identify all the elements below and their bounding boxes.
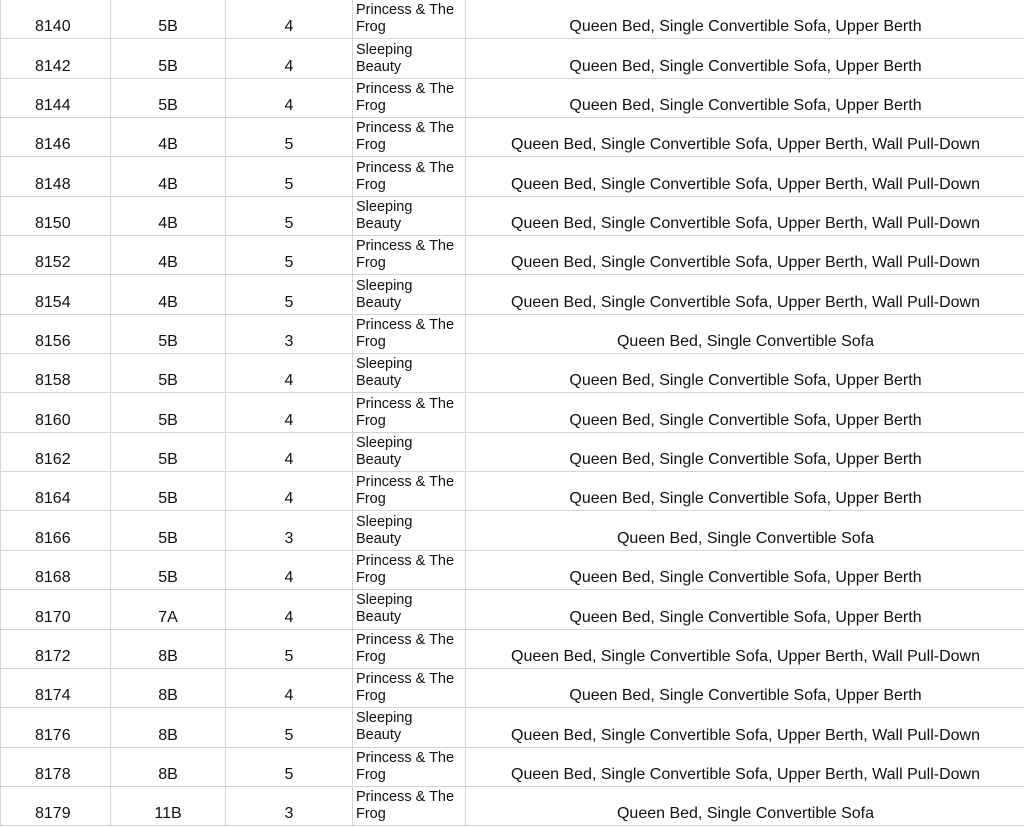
bed-configuration-cell-text: Queen Bed, Single Convertible Sofa, Upper Berth [569,97,922,115]
bed-configuration-cell-text: Queen Bed, Single Convertible Sofa, Upper Berth [569,608,922,626]
room-number-cell[interactable] [1,236,111,275]
category-cell-text: 11B [154,805,182,823]
occupancy-cell[interactable] [226,629,353,668]
bed-configuration-cell-text: Queen Bed, Single Convertible Sofa, Upper Berth, Wall Pull-Down [511,254,980,272]
room-number-cell-text: 8178 [35,765,71,783]
theme-cell[interactable] [353,39,466,78]
category-cell[interactable] [111,550,226,589]
category-cell[interactable] [111,786,226,825]
table-row [1,196,1024,235]
room-number-cell-text: 8172 [35,647,71,665]
category-cell[interactable] [111,590,226,629]
occupancy-cell-text: 4 [284,57,294,75]
occupancy-cell[interactable] [226,708,353,747]
bed-configuration-cell[interactable] [466,275,1024,314]
category-cell[interactable] [111,196,226,235]
table-row [1,275,1024,314]
room-number-cell[interactable] [1,708,111,747]
bed-configuration-cell[interactable] [466,314,1024,353]
bed-configuration-cell-text: Queen Bed, Single Convertible Sofa, Upper Berth [569,490,922,508]
occupancy-cell-text: 4 [284,18,294,36]
category-cell-text: 8B [158,765,178,783]
category-cell-text: 5B [158,569,178,587]
occupancy-cell-text: 5 [284,254,294,272]
theme-cell[interactable] [353,393,466,432]
occupancy-cell-text: 3 [284,333,294,351]
theme-cell[interactable] [353,747,466,786]
table-row [1,236,1024,275]
occupancy-cell[interactable] [226,118,353,157]
room-number-cell-text: 8176 [35,726,71,744]
theme-cell[interactable] [353,78,466,117]
occupancy-cell-text: 3 [284,529,294,547]
theme-cell[interactable] [353,668,466,707]
occupancy-cell[interactable] [226,393,353,432]
category-cell[interactable] [111,747,226,786]
category-cell-text: 5B [158,57,178,75]
bed-configuration-cell[interactable] [466,472,1024,511]
category-cell[interactable] [111,314,226,353]
category-cell[interactable] [111,0,226,39]
table-row [1,708,1024,747]
table-row [1,472,1024,511]
bed-configuration-cell[interactable] [466,786,1024,825]
table-row [1,0,1024,39]
theme-cell-text: Sleeping Beauty [356,710,413,744]
category-cell[interactable] [111,668,226,707]
theme-cell-text: Princess & The Frog [356,120,455,154]
table-body [1,0,1024,826]
category-cell[interactable] [111,432,226,471]
bed-configuration-cell-text: Queen Bed, Single Convertible Sofa [616,805,875,823]
bed-configuration-cell[interactable] [466,0,1024,39]
table-row [1,511,1024,550]
theme-cell-text: Princess & The Frog [356,671,455,705]
occupancy-cell[interactable] [226,668,353,707]
occupancy-cell-text: 4 [284,687,294,705]
theme-cell-text: Princess & The Frog [356,159,455,193]
room-number-cell-text: 8160 [35,411,71,429]
category-cell[interactable] [111,511,226,550]
category-cell[interactable] [111,39,226,78]
theme-cell-text: Princess & The Frog [356,631,455,665]
theme-cell-text: Sleeping Beauty [356,434,413,468]
category-cell-text: 5B [158,490,178,508]
category-cell-text: 5B [158,333,178,351]
category-cell-text: 8B [158,687,178,705]
bed-configuration-cell-text: Queen Bed, Single Convertible Sofa, Upper Berth, Wall Pull-Down [511,765,980,783]
category-cell[interactable] [111,629,226,668]
room-number-cell-text: 8140 [35,18,71,36]
category-cell[interactable] [111,354,226,393]
table-row [1,786,1024,825]
occupancy-cell-text: 4 [284,569,294,587]
bed-configuration-cell[interactable] [466,432,1024,471]
bed-configuration-cell[interactable] [466,78,1024,117]
table-row [1,39,1024,78]
theme-cell[interactable] [353,236,466,275]
theme-cell[interactable] [353,118,466,157]
bed-configuration-cell[interactable] [466,511,1024,550]
occupancy-cell[interactable] [226,275,353,314]
room-number-cell[interactable] [1,78,111,117]
bed-configuration-cell-text: Queen Bed, Single Convertible Sofa, Upper Berth [569,411,922,429]
room-number-cell[interactable] [1,511,111,550]
category-cell-text: 4B [158,293,178,311]
category-cell-text: 8B [158,647,178,665]
room-number-cell-text: 8170 [35,608,71,626]
room-number-cell[interactable] [1,354,111,393]
bed-configuration-cell[interactable] [466,393,1024,432]
theme-cell-text: Princess & The Frog [356,789,455,823]
occupancy-cell[interactable] [226,354,353,393]
bed-configuration-cell[interactable] [466,236,1024,275]
occupancy-cell[interactable] [226,590,353,629]
category-cell[interactable] [111,157,226,196]
category-cell[interactable] [111,118,226,157]
occupancy-cell[interactable] [226,550,353,589]
theme-cell-text: Princess & The Frog [356,749,455,783]
occupancy-cell[interactable] [226,472,353,511]
theme-cell[interactable] [353,354,466,393]
bed-configuration-cell[interactable] [466,196,1024,235]
table-row [1,668,1024,707]
theme-cell-text: Princess & The Frog [356,2,455,36]
theme-cell[interactable] [353,196,466,235]
room-number-cell-text: 8142 [35,57,71,75]
theme-cell-text: Princess & The Frog [356,395,455,429]
bed-configuration-cell-text: Queen Bed, Single Convertible Sofa, Upper Berth, Wall Pull-Down [511,175,980,193]
occupancy-cell-text: 5 [284,136,294,154]
bed-configuration-cell-text: Queen Bed, Single Convertible Sofa, Upper Berth [569,451,922,469]
room-number-cell[interactable] [1,196,111,235]
theme-cell[interactable] [353,0,466,39]
room-number-cell-text: 8148 [35,175,71,193]
table-row [1,432,1024,471]
theme-cell[interactable] [353,550,466,589]
table-row [1,747,1024,786]
category-cell[interactable] [111,393,226,432]
room-number-cell-text: 8164 [35,490,71,508]
room-number-cell-text: 8174 [35,687,71,705]
table-row [1,314,1024,353]
table-row [1,550,1024,589]
room-number-cell-text: 8179 [35,805,71,823]
occupancy-cell-text: 5 [284,647,294,665]
bed-configuration-cell[interactable] [466,39,1024,78]
bed-configuration-cell[interactable] [466,157,1024,196]
table-row [1,590,1024,629]
bed-configuration-cell-text: Queen Bed, Single Convertible Sofa, Upper Berth [569,57,922,75]
theme-cell[interactable] [353,629,466,668]
bed-configuration-cell[interactable] [466,550,1024,589]
room-number-cell-text: 8156 [35,333,71,351]
occupancy-cell-text: 4 [284,608,294,626]
theme-cell-text: Sleeping Beauty [356,277,413,311]
table-row [1,629,1024,668]
bed-configuration-cell[interactable] [466,708,1024,747]
category-cell[interactable] [111,708,226,747]
category-cell-text: 4B [158,215,178,233]
category-cell-text: 4B [158,136,178,154]
category-cell[interactable] [111,472,226,511]
occupancy-cell[interactable] [226,786,353,825]
bed-configuration-cell-text: Queen Bed, Single Convertible Sofa, Upper Berth, Wall Pull-Down [511,726,980,744]
bed-configuration-cell-text: Queen Bed, Single Convertible Sofa, Upper Berth [569,569,922,587]
occupancy-cell-text: 5 [284,726,294,744]
theme-cell-text: Princess & The Frog [356,80,455,114]
occupancy-cell-text: 5 [284,293,294,311]
occupancy-cell-text: 5 [284,765,294,783]
room-number-cell[interactable] [1,629,111,668]
room-number-cell[interactable] [1,157,111,196]
category-cell-text: 5B [158,97,178,115]
category-cell-text: 5B [158,451,178,469]
theme-cell-text: Princess & The Frog [356,238,455,272]
bed-configuration-cell-text: Queen Bed, Single Convertible Sofa, Upper Berth [569,372,922,390]
table-row [1,78,1024,117]
theme-cell-text: Princess & The Frog [356,552,455,586]
occupancy-cell[interactable] [226,511,353,550]
bed-configuration-cell-text: Queen Bed, Single Convertible Sofa [616,529,875,547]
theme-cell[interactable] [353,314,466,353]
category-cell-text: 5B [158,529,178,547]
theme-cell[interactable] [353,432,466,471]
table-row [1,354,1024,393]
room-number-cell[interactable] [1,432,111,471]
theme-cell[interactable] [353,590,466,629]
occupancy-cell[interactable] [226,39,353,78]
occupancy-cell[interactable] [226,432,353,471]
theme-cell[interactable] [353,157,466,196]
theme-cell[interactable] [353,511,466,550]
theme-cell-text: Sleeping Beauty [356,356,413,390]
theme-cell-text: Sleeping Beauty [356,513,413,547]
occupancy-cell[interactable] [226,747,353,786]
bed-configuration-cell[interactable] [466,629,1024,668]
room-number-cell[interactable] [1,118,111,157]
room-number-cell-text: 8154 [35,293,71,311]
bed-configuration-cell-text: Queen Bed, Single Convertible Sofa, Upper Berth [569,18,922,36]
room-number-cell-text: 8168 [35,569,71,587]
theme-cell-text: Sleeping Beauty [356,198,413,232]
theme-cell[interactable] [353,786,466,825]
bed-configuration-cell-text: Queen Bed, Single Convertible Sofa, Upper Berth, Wall Pull-Down [511,647,980,665]
category-cell-text: 4B [158,175,178,193]
occupancy-cell[interactable] [226,157,353,196]
room-number-cell[interactable] [1,786,111,825]
occupancy-cell[interactable] [226,314,353,353]
bed-configuration-cell-text: Queen Bed, Single Convertible Sofa [616,333,875,351]
room-number-cell-text: 8166 [35,529,71,547]
table-row [1,157,1024,196]
occupancy-cell-text: 4 [284,97,294,115]
table-row [1,118,1024,157]
room-number-cell[interactable] [1,668,111,707]
room-number-cell[interactable] [1,550,111,589]
occupancy-cell-text: 5 [284,215,294,233]
bed-configuration-cell[interactable] [466,747,1024,786]
category-cell-text: 5B [158,411,178,429]
room-number-cell[interactable] [1,472,111,511]
room-number-cell[interactable] [1,314,111,353]
occupancy-cell[interactable] [226,0,353,39]
room-number-cell-text: 8146 [35,136,71,154]
theme-cell[interactable] [353,275,466,314]
room-number-cell[interactable] [1,393,111,432]
room-number-cell[interactable] [1,275,111,314]
bed-configuration-cell[interactable] [466,668,1024,707]
category-cell-text: 4B [158,254,178,272]
occupancy-cell-text: 4 [284,372,294,390]
bed-configuration-cell[interactable] [466,354,1024,393]
theme-cell-text: Sleeping Beauty [356,592,413,626]
occupancy-cell-text: 4 [284,411,294,429]
room-number-cell[interactable] [1,0,111,39]
room-number-cell[interactable] [1,747,111,786]
room-number-cell-text: 8162 [35,451,71,469]
bed-configuration-cell-text: Queen Bed, Single Convertible Sofa, Upper Berth, Wall Pull-Down [511,136,980,154]
bed-configuration-cell-text: Queen Bed, Single Convertible Sofa, Upper Berth, Wall Pull-Down [511,293,980,311]
bed-configuration-cell-text: Queen Bed, Single Convertible Sofa, Upper Berth, Wall Pull-Down [511,215,980,233]
category-cell-text: 7A [158,608,178,626]
theme-cell-text: Sleeping Beauty [356,41,413,75]
bed-configuration-cell-text: Queen Bed, Single Convertible Sofa, Upper Berth [569,687,922,705]
occupancy-cell-text: 4 [284,490,294,508]
theme-cell[interactable] [353,708,466,747]
category-cell[interactable] [111,275,226,314]
room-number-cell-text: 8144 [35,97,71,115]
occupancy-cell-text: 3 [284,805,294,823]
theme-cell-text: Princess & The Frog [356,316,455,350]
category-cell[interactable] [111,236,226,275]
occupancy-cell[interactable] [226,78,353,117]
room-number-cell[interactable] [1,39,111,78]
occupancy-cell-text: 4 [284,451,294,469]
category-cell-text: 5B [158,372,178,390]
room-number-cell-text: 8150 [35,215,71,233]
room-number-cell[interactable] [1,590,111,629]
theme-cell-text: Princess & The Frog [356,474,455,508]
bed-configuration-cell[interactable] [466,118,1024,157]
category-cell-text: 8B [158,726,178,744]
room-number-cell-text: 8152 [35,254,71,272]
occupancy-cell[interactable] [226,236,353,275]
theme-cell[interactable] [353,472,466,511]
category-cell-text: 5B [158,18,178,36]
occupancy-cell[interactable] [226,196,353,235]
room-number-cell-text: 8158 [35,372,71,390]
table-row [1,393,1024,432]
category-cell[interactable] [111,78,226,117]
bed-configuration-cell[interactable] [466,590,1024,629]
occupancy-cell-text: 5 [284,175,294,193]
